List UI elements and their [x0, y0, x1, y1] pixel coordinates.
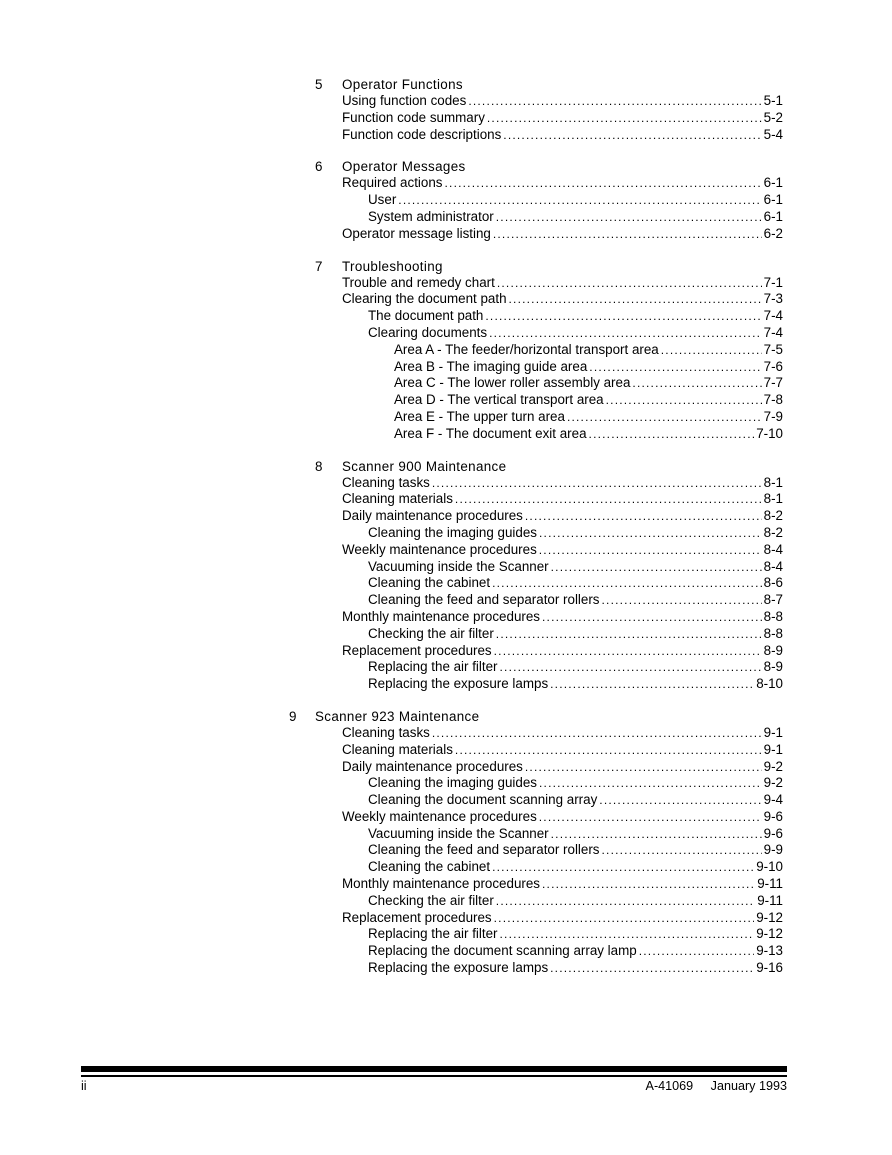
toc-entry-title: Trouble and remedy chart — [342, 274, 495, 290]
toc-entry-title: The document path — [368, 308, 484, 324]
toc-entry-page: 7-9 — [763, 408, 783, 424]
section-heading — [0, 159, 892, 175]
toc-entry[interactable] — [342, 508, 783, 525]
toc-entry-page: 9-6 — [763, 825, 783, 841]
toc-entry[interactable] — [368, 592, 783, 609]
dot-leader — [455, 491, 762, 508]
toc-entry[interactable] — [342, 110, 783, 127]
toc-entry-title: Clearing documents — [368, 324, 488, 340]
toc-entry-title: Cleaning the imaging guides — [368, 524, 537, 540]
toc-entry-title: Area D - The vertical transport area — [394, 392, 604, 408]
toc-entry-page: 9-2 — [763, 758, 783, 774]
toc-entry[interactable] — [368, 676, 783, 693]
dot-leader — [550, 960, 754, 977]
toc-entry[interactable] — [368, 325, 783, 342]
toc-entry-page: 9-13 — [756, 943, 783, 959]
dot-leader — [500, 659, 762, 676]
toc-entry-page: 5-1 — [763, 93, 783, 108]
footer-date: January 1993 — [710, 1079, 787, 1093]
toc-entry-title: Daily maintenance procedures — [342, 758, 523, 774]
toc-entry-page: 8-8 — [763, 608, 783, 624]
toc-entry-page: 9-12 — [756, 926, 783, 942]
toc-entry-page: 7-4 — [763, 324, 783, 340]
section-number: 8 — [315, 458, 323, 474]
toc-entry[interactable] — [368, 626, 783, 643]
toc-entry[interactable] — [342, 725, 783, 742]
toc-entry-title: Area B - The imaging guide area — [394, 358, 588, 374]
dot-leader — [496, 209, 762, 226]
toc-entry[interactable] — [342, 742, 783, 759]
toc-entry-page: 8-1 — [763, 474, 783, 490]
dot-leader — [492, 575, 762, 592]
dot-leader — [525, 759, 762, 776]
toc-entry-title: Replacement procedures — [342, 909, 492, 925]
toc-entry-title: User — [368, 192, 397, 208]
toc-entry-page: 8-2 — [763, 508, 783, 524]
toc-entry-page: 7-7 — [763, 375, 783, 391]
toc-entry-page: 8-8 — [763, 625, 783, 641]
toc-entry-title: Function code summary — [342, 109, 485, 125]
toc-entry-page: 7-6 — [763, 358, 783, 374]
dot-leader — [539, 775, 762, 792]
dot-leader — [445, 175, 762, 192]
toc-entry-title: Replacing the exposure lamps — [368, 676, 549, 692]
toc-entry-title: Cleaning the cabinet — [368, 575, 491, 591]
toc-entry-title: Using function codes — [342, 93, 467, 108]
section-number: 7 — [315, 258, 323, 274]
toc-entry[interactable] — [342, 491, 783, 508]
toc-entry-title: Monthly maintenance procedures — [342, 876, 540, 892]
section-heading — [0, 259, 892, 275]
toc-entry[interactable] — [368, 960, 783, 977]
dot-leader — [550, 676, 754, 693]
toc-entry-title: Replacing the document scanning array lamp — [368, 943, 637, 959]
toc-entry-page: 7-4 — [763, 308, 783, 324]
section-heading — [0, 459, 892, 475]
toc-entry[interactable] — [368, 826, 783, 843]
section-title: Scanner 923 Maintenance — [315, 708, 480, 724]
toc-entry[interactable] — [368, 575, 783, 592]
toc-section — [0, 459, 892, 693]
dot-leader — [432, 725, 762, 742]
dot-leader — [602, 592, 762, 609]
toc-entry-page: 5-4 — [763, 126, 783, 142]
toc-entry-page: 9-4 — [763, 792, 783, 808]
dot-leader — [487, 110, 762, 127]
toc-entry-title: Cleaning materials — [342, 491, 453, 507]
dot-leader — [503, 127, 761, 144]
toc-entry-title: Monthly maintenance procedures — [342, 608, 540, 624]
section-number: 9 — [289, 708, 297, 724]
toc-entry-title: Replacing the air filter — [368, 659, 498, 675]
toc-entry[interactable] — [394, 375, 783, 392]
dot-leader — [599, 792, 761, 809]
toc-entry-title: Cleaning materials — [342, 741, 453, 757]
toc-entry[interactable] — [342, 127, 783, 144]
toc-entry[interactable] — [394, 359, 783, 376]
toc-entry-title: Weekly maintenance procedures — [342, 808, 537, 824]
dot-leader — [639, 943, 754, 960]
toc-entry-title: Cleaning tasks — [342, 474, 430, 490]
toc-entry-title: Replacing the exposure lamps — [368, 960, 549, 976]
toc-entry-page: 9-1 — [763, 724, 783, 740]
toc-entry-page: 8-2 — [763, 524, 783, 540]
toc-entry[interactable] — [342, 542, 783, 559]
dot-leader — [602, 842, 762, 859]
toc-entry[interactable] — [368, 209, 783, 226]
section-title: Troubleshooting — [342, 258, 443, 274]
toc-entry[interactable] — [342, 226, 783, 243]
toc-entry-page: 8-6 — [763, 575, 783, 591]
toc-entry-title: Checking the air filter — [368, 892, 494, 908]
toc-entry[interactable] — [368, 659, 783, 676]
toc-entry[interactable] — [342, 809, 783, 826]
toc-entry-title: Cleaning tasks — [342, 724, 430, 740]
toc-entry[interactable] — [368, 192, 783, 209]
dot-leader — [661, 342, 762, 359]
dot-leader — [551, 559, 762, 576]
dot-leader — [492, 859, 754, 876]
toc-entry-title: Replacing the air filter — [368, 926, 498, 942]
toc-section — [0, 709, 892, 977]
footer-doc-info — [646, 1079, 787, 1093]
dot-leader — [500, 926, 755, 943]
section-title: Operator Messages — [342, 159, 466, 175]
section-title: Operator Functions — [342, 77, 463, 92]
dot-leader — [606, 392, 762, 409]
dot-leader — [542, 876, 755, 893]
toc-entry-page: 9-2 — [763, 775, 783, 791]
toc-entry-page: 6-2 — [763, 225, 783, 241]
toc-entry-title: Cleaning the feed and separator rollers — [368, 592, 600, 608]
toc-entry-page: 6-1 — [763, 192, 783, 208]
toc-entry[interactable] — [368, 926, 783, 943]
toc-entry[interactable] — [342, 876, 783, 893]
dot-leader — [542, 609, 762, 626]
dot-leader — [497, 275, 762, 292]
toc-entry-page: 9-6 — [763, 808, 783, 824]
toc-entry[interactable] — [368, 775, 783, 792]
toc-entry-page: 8-4 — [763, 558, 783, 574]
toc-entry-title: Vacuuming inside the Scanner — [368, 825, 549, 841]
toc-entry-page: 8-10 — [756, 676, 783, 692]
toc-entry-title: Operator message listing — [342, 225, 491, 241]
toc-entry-title: Clearing the document path — [342, 291, 507, 307]
toc-entry[interactable] — [368, 859, 783, 876]
toc-entry-page: 9-12 — [756, 909, 783, 925]
toc-entry-title: Area E - The upper turn area — [394, 408, 565, 424]
section-number: 6 — [315, 159, 323, 175]
toc-entry[interactable] — [342, 175, 783, 192]
footer-page-number: ii — [81, 1079, 87, 1093]
toc-entry-page: 6-1 — [763, 175, 783, 191]
toc-entry-page: 9-16 — [756, 960, 783, 976]
toc-entry[interactable] — [342, 910, 783, 927]
toc-entry-page: 8-1 — [763, 491, 783, 507]
toc-entry-title: Checking the air filter — [368, 625, 494, 641]
dot-leader — [493, 226, 762, 243]
toc-entry-title: Cleaning the document scanning array — [368, 792, 598, 808]
dot-leader — [432, 475, 762, 492]
toc-entry-page: 9-1 — [763, 741, 783, 757]
toc-entry[interactable] — [368, 943, 783, 960]
toc-entry[interactable] — [342, 291, 783, 308]
toc-entry-title: Weekly maintenance procedures — [342, 541, 537, 557]
dot-leader — [539, 525, 762, 542]
toc-entry[interactable] — [368, 893, 783, 910]
toc-entry[interactable] — [394, 409, 783, 426]
toc-entry-title: Cleaning the cabinet — [368, 859, 491, 875]
toc-entry-title: Area A - The feeder/horizontal transport area — [394, 341, 659, 357]
footer-rule-thin — [81, 1075, 787, 1077]
section-title: Scanner 900 Maintenance — [342, 458, 507, 474]
toc-entry[interactable] — [368, 842, 783, 859]
toc-entry-page: 5-2 — [763, 109, 783, 125]
footer-doc-number: A-41069 — [645, 1079, 694, 1093]
toc-section — [0, 159, 892, 242]
dot-leader — [485, 308, 761, 325]
toc-entry-page: 9-11 — [757, 892, 783, 908]
section-number: 5 — [315, 77, 323, 92]
dot-leader — [525, 508, 762, 525]
toc-entry-page: 6-1 — [763, 208, 783, 224]
dot-leader — [455, 742, 762, 759]
toc-entry-page: 9-11 — [757, 876, 783, 892]
toc-entry[interactable] — [394, 426, 783, 443]
dot-leader — [496, 626, 762, 643]
toc-entry-page: 7-5 — [763, 341, 783, 357]
toc-entry-title: Function code descriptions — [342, 126, 502, 142]
toc-entry[interactable] — [368, 525, 783, 542]
dot-leader — [468, 93, 761, 110]
dot-leader — [589, 426, 755, 443]
toc-entry-title: Daily maintenance procedures — [342, 508, 523, 524]
table-of-contents — [0, 77, 892, 993]
toc-entry[interactable] — [342, 643, 783, 660]
dot-leader — [494, 910, 755, 927]
dot-leader — [494, 643, 762, 660]
dot-leader — [632, 375, 761, 392]
toc-entry-title: Vacuuming inside the Scanner — [368, 558, 549, 574]
dot-leader — [489, 325, 762, 342]
toc-entry[interactable] — [394, 342, 783, 359]
toc-entry[interactable] — [368, 308, 783, 325]
toc-section — [0, 77, 892, 143]
toc-entry[interactable] — [342, 475, 783, 492]
toc-entry-page: 9-10 — [756, 859, 783, 875]
toc-entry-title: System administrator — [368, 208, 494, 224]
dot-leader — [539, 809, 762, 826]
dot-leader — [551, 826, 762, 843]
toc-entry[interactable] — [342, 93, 783, 110]
toc-entry-page: 7-10 — [756, 425, 783, 441]
toc-entry-title: Cleaning the feed and separator rollers — [368, 842, 600, 858]
toc-entry[interactable] — [368, 792, 783, 809]
toc-entry-page: 8-9 — [763, 659, 783, 675]
toc-entry-title: Replacement procedures — [342, 642, 492, 658]
footer-rule-thick — [81, 1066, 787, 1072]
dot-leader — [398, 192, 761, 209]
section-heading — [0, 709, 892, 725]
toc-entry-page: 8-7 — [763, 592, 783, 608]
toc-entry-page: 8-9 — [763, 642, 783, 658]
toc-entry-page: 9-9 — [763, 842, 783, 858]
toc-entry-page: 8-4 — [763, 541, 783, 557]
dot-leader — [589, 359, 761, 376]
toc-entry[interactable] — [368, 559, 783, 576]
toc-entry-page: 7-3 — [763, 291, 783, 307]
toc-entry[interactable] — [342, 275, 783, 292]
toc-entry-page: 7-1 — [763, 274, 783, 290]
toc-entry-title: Area F - The document exit area — [394, 425, 587, 441]
toc-entry-title: Cleaning the imaging guides — [368, 775, 537, 791]
dot-leader — [567, 409, 762, 426]
toc-entry-page: 7-8 — [763, 392, 783, 408]
toc-entry-title: Area C - The lower roller assembly area — [394, 375, 631, 391]
toc-section — [0, 259, 892, 443]
toc-entry-title: Required actions — [342, 175, 443, 191]
dot-leader — [509, 291, 762, 308]
toc-entry[interactable] — [342, 759, 783, 776]
section-heading — [0, 77, 892, 93]
toc-entry[interactable] — [394, 392, 783, 409]
dot-leader — [496, 893, 755, 910]
toc-entry[interactable] — [342, 609, 783, 626]
dot-leader — [539, 542, 762, 559]
